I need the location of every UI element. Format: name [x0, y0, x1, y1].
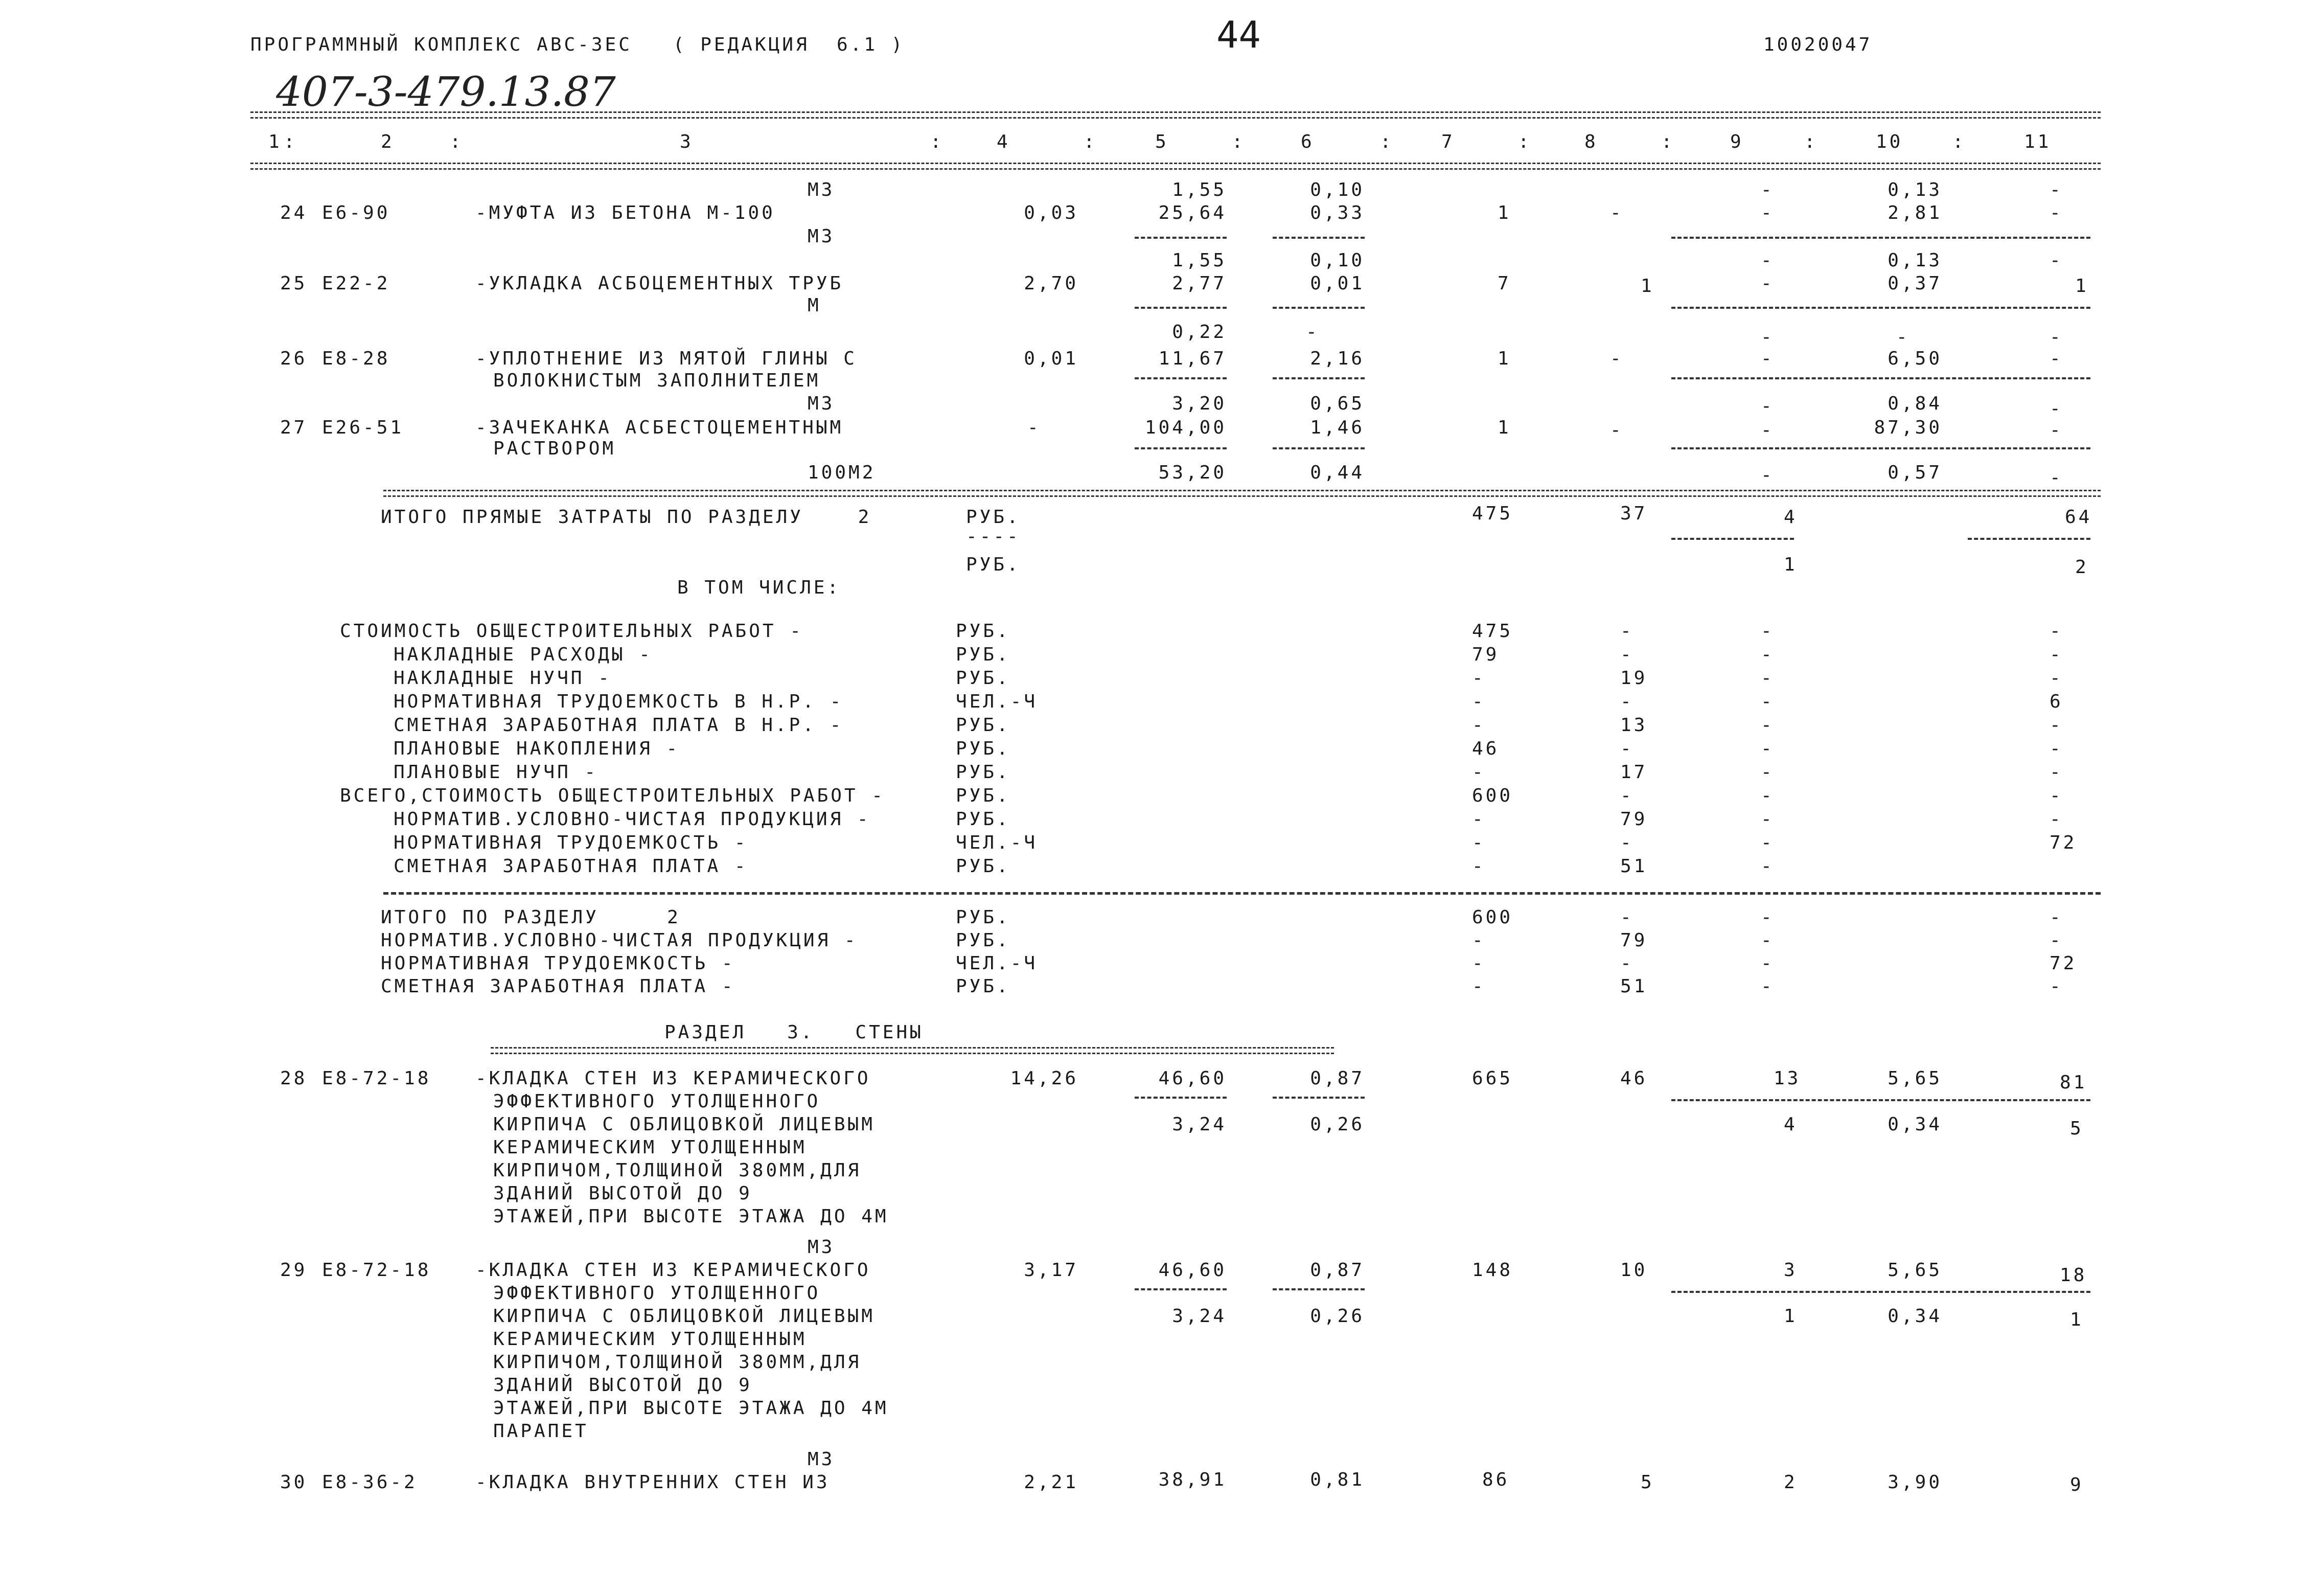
col-9: 9: [1730, 131, 1744, 152]
unit: РУБ.: [956, 644, 1010, 665]
unit: РУБ.: [956, 621, 1010, 642]
cell: -: [2050, 327, 2063, 348]
breakdown-label: СМЕТНАЯ ЗАРАБОТНАЯ ПЛАТА В Н.Р. -: [394, 715, 844, 736]
unit: РУБ.: [956, 856, 1010, 877]
cell: -: [1761, 976, 1775, 997]
unit: РУБ.: [956, 907, 1010, 928]
unit: ЧЕЛ.-Ч: [956, 691, 1038, 712]
cell: -: [1610, 202, 1624, 223]
breakdown-label: НОРМАТИВ.УСЛОВНО-ЧИСТАЯ ПРОДУКЦИЯ -: [394, 809, 871, 830]
cell: -: [1620, 785, 1634, 806]
cell: 72: [2050, 832, 2077, 853]
breakdown-label: НОРМАТИВНАЯ ТРУДОЕМКОСТЬ -: [394, 832, 748, 853]
page-number: 44: [1216, 13, 1261, 56]
work-description-line: КИРПИЧА С ОБЛИЦОВКОЙ ЛИЦЕВЫМ: [493, 1114, 875, 1135]
cell: -: [1761, 644, 1775, 665]
section-title: РАЗДЕЛ 3. СТЕНЫ: [664, 1022, 924, 1043]
row-number: 25: [280, 273, 308, 294]
cell: 2,77: [1172, 273, 1227, 294]
norm-code: Е22-2: [322, 273, 390, 294]
row-number: 26: [280, 348, 308, 369]
cell: 17: [1620, 762, 1648, 783]
cell: -: [2050, 976, 2063, 997]
cell: -: [1896, 327, 1910, 348]
cell: 51: [1620, 856, 1648, 877]
unit: РУБ.: [956, 715, 1010, 736]
norm-code: Е6-90: [322, 202, 390, 223]
total-label: ИТОГО ПРЯМЫЕ ЗАТРАТЫ ПО РАЗДЕЛУ 2: [381, 507, 872, 528]
work-description-line: КЕРАМИЧЕСКИМ УТОЛЩЕННЫМ: [493, 1329, 807, 1350]
sub-rule: [1135, 307, 1227, 309]
norm-code: Е8-28: [322, 348, 390, 369]
cell: 79: [1620, 930, 1648, 951]
row-number: 29: [280, 1260, 308, 1281]
breakdown-label: СМЕТНАЯ ЗАРАБОТНАЯ ПЛАТА -: [394, 856, 748, 877]
cell: 2: [1784, 1472, 1798, 1493]
cell: 0,10: [1310, 179, 1365, 200]
sub-rule: [1671, 237, 2090, 239]
unit: РУБ.: [956, 976, 1010, 997]
cell: -: [2050, 250, 2063, 271]
col-10: 10: [1876, 131, 1903, 152]
col-5: 5: [1155, 131, 1169, 152]
work-description-line: -КЛАДКА СТЕН ИЗ КЕРАМИЧЕСКОГО: [475, 1068, 871, 1089]
cell: 0,81: [1310, 1469, 1365, 1490]
cell: 64: [2065, 507, 2092, 528]
cell: 53,20: [1158, 462, 1227, 483]
cell: -: [1472, 856, 1486, 877]
document-code: 10020047: [1763, 34, 1873, 55]
cell: 5: [1641, 1472, 1654, 1493]
col-7: 7: [1441, 131, 1455, 152]
sub-rule: [1273, 237, 1365, 239]
cell: 4: [1784, 1114, 1798, 1135]
cell: -: [1620, 738, 1634, 759]
work-description-line: ЭФФЕКТИВНОГО УТОЛЩЕННОГО: [493, 1091, 821, 1112]
cell: 4: [1784, 507, 1798, 528]
cell: 2,70: [1024, 273, 1078, 294]
cell: 1,55: [1172, 250, 1227, 271]
sub-rule: [1671, 377, 2090, 379]
unit: РУБ.: [966, 507, 1021, 528]
cell: 3,90: [1888, 1472, 1942, 1493]
col-sep: :: [1232, 131, 1246, 152]
sub-rule: [1273, 1288, 1365, 1290]
cell: 5,65: [1888, 1068, 1942, 1089]
cell: 2: [2075, 557, 2089, 578]
col-sep: :: [1804, 131, 1818, 152]
cell: 13: [1620, 715, 1648, 736]
work-description-line: КЕРАМИЧЕСКИМ УТОЛЩЕННЫМ: [493, 1137, 807, 1158]
cell: 25,64: [1158, 202, 1227, 223]
unit: 100М2: [808, 462, 876, 483]
cell: 79: [1620, 809, 1648, 830]
work-description-line: ПАРАПЕТ: [493, 1421, 589, 1442]
cell: 0,01: [1310, 273, 1365, 294]
breakdown-label: НОРМАТИВ.УСЛОВНО-ЧИСТАЯ ПРОДУКЦИЯ -: [381, 930, 858, 951]
cell: 5,65: [1888, 1260, 1942, 1281]
cell: -: [1761, 762, 1775, 783]
unit: М: [808, 295, 821, 316]
cell: -: [1761, 273, 1775, 294]
col-sep: :: [1952, 131, 1966, 152]
cell: 3,24: [1172, 1114, 1227, 1135]
cell: 104,00: [1144, 417, 1227, 438]
cell: 148: [1472, 1260, 1513, 1281]
cell: -: [1306, 322, 1320, 343]
dash: ----: [966, 526, 1021, 547]
cell: 3: [1784, 1260, 1798, 1281]
cell: 2,21: [1024, 1472, 1078, 1493]
unit: М3: [808, 1237, 835, 1258]
cell: 1: [1641, 276, 1654, 297]
cell: 0,33: [1310, 202, 1365, 223]
work-description: -МУФТА ИЗ БЕТОНА М-100: [475, 202, 775, 223]
cell: -: [1761, 327, 1775, 348]
cell: -: [1620, 953, 1634, 974]
cell: 0,13: [1888, 250, 1942, 271]
work-description-line: КИРПИЧОМ,ТОЛЩИНОЙ 380ММ,ДЛЯ: [493, 1160, 862, 1181]
cell: -: [1761, 738, 1775, 759]
cell: 3,20: [1172, 393, 1227, 414]
sub-rule: [1273, 307, 1365, 309]
cell: 79: [1472, 644, 1500, 665]
cell: 0,87: [1310, 1260, 1365, 1281]
cell: 72: [2050, 953, 2077, 974]
sub-rule: [1273, 377, 1365, 379]
cell: 1,46: [1310, 417, 1365, 438]
cell: 475: [1472, 621, 1513, 642]
col-3: 3: [680, 131, 694, 152]
cell: -: [1761, 785, 1775, 806]
sub-rule: [1135, 237, 1227, 239]
col-2: 2: [381, 131, 395, 152]
cell: 600: [1472, 785, 1513, 806]
cell: -: [1761, 250, 1775, 271]
row-number: 24: [280, 202, 308, 223]
col-11: 11: [2024, 131, 2052, 152]
col-sep: :: [1661, 131, 1675, 152]
cell: 0,37: [1888, 273, 1942, 294]
sub-rule: [1273, 447, 1365, 449]
cell: 0,26: [1310, 1306, 1365, 1327]
cell: 0,01: [1024, 348, 1078, 369]
cell: -: [1472, 976, 1486, 997]
cell: -: [2050, 930, 2063, 951]
cell: -: [2050, 179, 2063, 200]
cell: 1: [1784, 554, 1798, 575]
cell: 2,16: [1310, 348, 1365, 369]
cell: -: [1472, 691, 1486, 712]
col-sep: :: [1518, 131, 1532, 152]
breakdown-label: ПЛАНОВЫЕ НУЧП -: [394, 762, 599, 783]
program-title: ПРОГРАММНЫЙ КОМПЛЕКС АВС-3ЕС ( РЕДАКЦИЯ 6.1 ): [250, 34, 905, 55]
cell: -: [1761, 668, 1775, 689]
cell: -: [1472, 668, 1486, 689]
cell: 87,30: [1874, 417, 1942, 438]
col-1: 1: [268, 131, 282, 152]
cell: 2,81: [1888, 202, 1942, 223]
cell: 46,60: [1158, 1068, 1227, 1089]
cell: 3,17: [1024, 1260, 1078, 1281]
cell: 9: [2070, 1474, 2084, 1495]
cell: 38,91: [1158, 1469, 1227, 1490]
work-description-line: КИРПИЧОМ,ТОЛЩИНОЙ 380ММ,ДЛЯ: [493, 1352, 862, 1373]
cell: 0,22: [1172, 322, 1227, 343]
cell: -: [1620, 644, 1634, 665]
col-6: 6: [1301, 131, 1315, 152]
header-rule-bottom: [250, 163, 2101, 170]
unit: РУБ.: [956, 930, 1010, 951]
sub-rule: [1273, 1097, 1365, 1099]
col-8: 8: [1584, 131, 1598, 152]
unit: М3: [808, 1449, 835, 1470]
cell: -: [1761, 832, 1775, 853]
cell: 37: [1620, 503, 1648, 524]
breakdown-label: СТОИМОСТЬ ОБЩЕСТРОИТЕЛЬНЫХ РАБОТ -: [340, 621, 803, 642]
cell: 6: [2050, 691, 2063, 712]
cell: -: [2050, 398, 2063, 419]
cell: 6,50: [1888, 348, 1942, 369]
cell: 0,84: [1888, 393, 1942, 414]
cell: -: [1761, 396, 1775, 417]
cell: 86: [1482, 1469, 1510, 1490]
cell: -: [2050, 907, 2063, 928]
work-description: -УКЛАДКА АСБОЦЕМЕНТНЫХ ТРУБ: [475, 273, 844, 294]
sub-rule: [1135, 1288, 1227, 1290]
col-sep: :: [930, 131, 944, 152]
cell: 3,24: [1172, 1306, 1227, 1327]
cell: -: [1761, 202, 1775, 223]
cell: 600: [1472, 907, 1513, 928]
work-description-line: ЭФФЕКТИВНОГО УТОЛЩЕННОГО: [493, 1283, 821, 1304]
col-4: 4: [997, 131, 1010, 152]
cell: -: [1761, 691, 1775, 712]
breakdown-label: НОРМАТИВНАЯ ТРУДОЕМКОСТЬ В Н.Р. -: [394, 691, 844, 712]
cell: 0,10: [1310, 250, 1365, 271]
sub-rule: [1671, 447, 2090, 449]
cell: 1: [1784, 1306, 1798, 1327]
norm-code: Е8-36-2: [322, 1472, 418, 1493]
sub-rule: [1671, 1099, 2090, 1101]
cell: -: [1761, 953, 1775, 974]
breakdown-label: ПЛАНОВЫЕ НАКОПЛЕНИЯ -: [394, 738, 680, 759]
sub-rule: [1135, 1097, 1227, 1099]
col-sep: :: [284, 131, 297, 152]
cell: 0,26: [1310, 1114, 1365, 1135]
work-description-cont: РАСТВОРОМ: [493, 438, 616, 459]
norm-code: Е26-51: [322, 417, 404, 438]
row-number: 28: [280, 1068, 308, 1089]
unit: ЧЕЛ.-Ч: [956, 953, 1038, 974]
cell: 1: [1498, 417, 1511, 438]
unit: РУБ.: [956, 738, 1010, 759]
cell: 0,03: [1024, 202, 1078, 223]
breakdown-label: СМЕТНАЯ ЗАРАБОТНАЯ ПЛАТА -: [381, 976, 735, 997]
cell: -: [1761, 715, 1775, 736]
cell: 0,87: [1310, 1068, 1365, 1089]
cell: -: [2050, 668, 2063, 689]
cell: -: [1610, 348, 1624, 369]
norm-code: Е8-72-18: [322, 1068, 431, 1089]
sub-rule: [1968, 538, 2090, 540]
cell: -: [1761, 420, 1775, 441]
cell: 0,34: [1888, 1306, 1942, 1327]
cell: -: [1472, 762, 1486, 783]
sub-rule: [1671, 307, 2090, 309]
cell: 1,55: [1172, 179, 1227, 200]
work-description-line: ЗДАНИЙ ВЫСОТОЙ ДО 9: [493, 1375, 752, 1396]
cell: 1: [1498, 202, 1511, 223]
cell: 1: [2075, 276, 2089, 297]
row-number: 27: [280, 417, 308, 438]
cell: -: [2050, 621, 2063, 642]
cell: -: [2050, 762, 2063, 783]
unit: М3: [808, 226, 835, 247]
unit: ЧЕЛ.-Ч: [956, 832, 1038, 853]
cell: 665: [1472, 1068, 1513, 1089]
cell: 0,65: [1310, 393, 1365, 414]
work-description: -КЛАДКА ВНУТРЕННИХ СТЕН ИЗ: [475, 1472, 830, 1493]
handwritten-reference: 407-3-479.13.87: [276, 68, 616, 116]
cell: 18: [2060, 1265, 2087, 1286]
cell: -: [1027, 417, 1041, 438]
cell: 1: [1498, 348, 1511, 369]
unit: РУБ.: [966, 554, 1021, 575]
unit: М3: [808, 179, 835, 200]
sub-rule: [1671, 538, 1794, 540]
unit: РУБ.: [956, 762, 1010, 783]
cell: -: [1761, 621, 1775, 642]
cell: -: [2050, 420, 2063, 441]
cell: -: [2050, 738, 2063, 759]
cell: -: [1761, 856, 1775, 877]
col-sep: :: [450, 131, 464, 152]
cell: -: [1472, 809, 1486, 830]
unit: РУБ.: [956, 785, 1010, 806]
work-description-cont: ВОЛОКНИСТЫМ ЗАПОЛНИТЕЛЕМ: [493, 370, 821, 391]
work-description-line: ЭТАЖЕЙ,ПРИ ВЫСОТЕ ЭТАЖА ДО 4М: [493, 1398, 889, 1419]
cell: 5: [2070, 1118, 2084, 1139]
cell: -: [2050, 809, 2063, 830]
cell: -: [1761, 465, 1775, 486]
cell: -: [1472, 832, 1486, 853]
cell: 7: [1498, 273, 1511, 294]
cell: 81: [2060, 1072, 2087, 1093]
unit: РУБ.: [956, 809, 1010, 830]
sub-rule: [1671, 1291, 2090, 1293]
col-sep: :: [1084, 131, 1097, 152]
cell: 475: [1472, 503, 1513, 524]
cell: -: [2050, 202, 2063, 223]
work-description: -ЗАЧЕКАНКА АСБЕСТОЦЕМЕНТНЫМ: [475, 417, 844, 438]
cell: -: [1761, 907, 1775, 928]
cell: 10: [1620, 1260, 1648, 1281]
cell: -: [1761, 348, 1775, 369]
work-description-line: КИРПИЧА С ОБЛИЦОВКОЙ ЛИЦЕВЫМ: [493, 1306, 875, 1327]
sub-rule: [1135, 377, 1227, 379]
cell: -: [2050, 715, 2063, 736]
cell: -: [1610, 420, 1624, 441]
cell: -: [1620, 691, 1634, 712]
totals-rule: [383, 490, 2101, 497]
cell: -: [2050, 785, 2063, 806]
col-sep: :: [1380, 131, 1394, 152]
cell: -: [1472, 930, 1486, 951]
sub-rule: [1135, 447, 1227, 449]
work-description-line: -КЛАДКА СТЕН ИЗ КЕРАМИЧЕСКОГО: [475, 1260, 871, 1281]
row-number: 30: [280, 1472, 308, 1493]
cell: -: [1761, 179, 1775, 200]
section-total-rule: [383, 892, 2101, 895]
work-description-line: ЭТАЖЕЙ,ПРИ ВЫСОТЕ ЭТАЖА ДО 4М: [493, 1206, 889, 1227]
cell: 46,60: [1158, 1260, 1227, 1281]
cell: -: [1761, 930, 1775, 951]
breakdown-label: ИТОГО ПО РАЗДЕЛУ 2: [381, 907, 681, 928]
cell: 1: [2070, 1309, 2084, 1330]
cell: -: [2050, 467, 2063, 488]
cell: 0,13: [1888, 179, 1942, 200]
cell: -: [1472, 715, 1486, 736]
cell: 0,34: [1888, 1114, 1942, 1135]
including-label: В ТОМ ЧИСЛЕ:: [677, 577, 841, 598]
cell: 0,57: [1888, 462, 1942, 483]
breakdown-label: НАКЛАДНЫЕ НУЧП -: [394, 668, 612, 689]
cell: -: [1620, 832, 1634, 853]
norm-code: Е8-72-18: [322, 1260, 431, 1281]
cell: -: [1472, 953, 1486, 974]
cell: -: [1620, 621, 1634, 642]
work-description: -УПЛОТНЕНИЕ ИЗ МЯТОЙ ГЛИНЫ С: [475, 348, 857, 369]
cell: 11,67: [1158, 348, 1227, 369]
cell: 46: [1620, 1068, 1648, 1089]
work-description-line: ЗДАНИЙ ВЫСОТОЙ ДО 9: [493, 1183, 752, 1204]
cell: -: [2050, 644, 2063, 665]
breakdown-label: ВСЕГО,СТОИМОСТЬ ОБЩЕСТРОИТЕЛЬНЫХ РАБОТ -: [340, 785, 885, 806]
section-title-rule: [491, 1047, 1334, 1054]
cell: 13: [1774, 1068, 1801, 1089]
cell: -: [2050, 348, 2063, 369]
header-rule-top: [250, 111, 2101, 119]
breakdown-label: НОРМАТИВНАЯ ТРУДОЕМКОСТЬ -: [381, 953, 735, 974]
cell: 14,26: [1010, 1068, 1078, 1089]
unit: РУБ.: [956, 668, 1010, 689]
cell: -: [1620, 907, 1634, 928]
cell: 19: [1620, 668, 1648, 689]
cell: 0,44: [1310, 462, 1365, 483]
cell: -: [1761, 809, 1775, 830]
unit: М3: [808, 393, 835, 414]
cell: 51: [1620, 976, 1648, 997]
breakdown-label: НАКЛАДНЫЕ РАСХОДЫ -: [394, 644, 653, 665]
cell: 46: [1472, 738, 1500, 759]
